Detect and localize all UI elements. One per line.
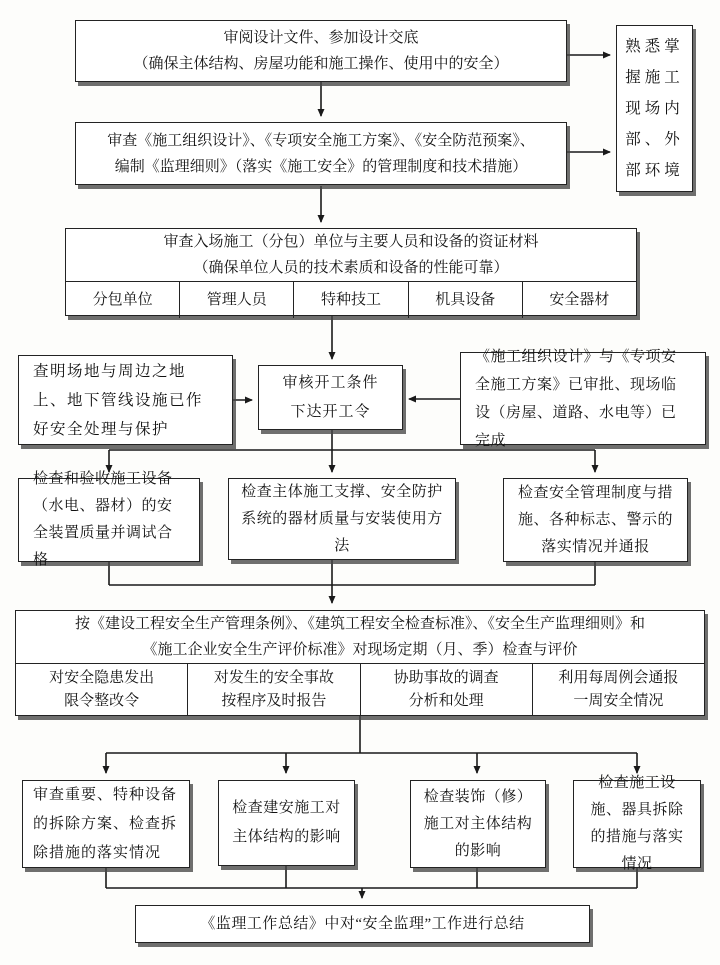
node-text: 《监理工作总结》中对“安全监理”工作进行总结 bbox=[200, 916, 525, 932]
node-text: 检查建安施工对主体结构的影响 bbox=[232, 800, 341, 845]
cell-line1: 对发生的安全事故 bbox=[213, 670, 334, 686]
node-text: 《施工组织设计》与《专项安全施工方案》已审批、现场临设（房屋、道路、水电等）已完成 bbox=[475, 348, 677, 449]
node-text: 检查安全管理制度与措施、各种标志、警示的落实情况并通报 bbox=[517, 484, 673, 555]
node-text: 检查施工设施、器具拆除的措施与落实情况 bbox=[590, 775, 684, 872]
node-text: （确保单位人员的技术素质和设备的性能可靠） bbox=[193, 260, 509, 276]
entry-cell-safety-gear: 安全器材 bbox=[522, 282, 636, 318]
node-text: 检查和验收施工设备（水电、器材）的安全装置质量并调试合格 bbox=[33, 471, 173, 568]
cell-line1: 协助事故的调查 bbox=[393, 670, 499, 686]
periodic-table-header bbox=[16, 611, 704, 663]
node-text: 检查装饰（修）施工对主体结构的影响 bbox=[423, 788, 533, 859]
node-check-decoration-impact bbox=[410, 780, 546, 868]
node-text: 熟悉掌握施工现场内部、外部环境 bbox=[625, 38, 684, 179]
cell-line2: 按程序及时报告 bbox=[221, 693, 327, 709]
node-text: 审阅设计文件、参加设计交底 bbox=[223, 30, 419, 46]
node-review-design bbox=[75, 20, 567, 82]
node-summary bbox=[135, 905, 590, 943]
node-text: 编制《监理细则》（落实《施工安全》的管理制度和技术措施） bbox=[114, 158, 528, 175]
periodic-cell-accident-investigation bbox=[360, 664, 532, 716]
periodic-table-row bbox=[16, 663, 704, 716]
node-check-construction-impact bbox=[218, 780, 355, 866]
node-check-equipment bbox=[18, 471, 200, 568]
node-text: 查明场地与周边之地上、地下管线设施已作好安全处理与保护 bbox=[33, 362, 204, 438]
node-check-support bbox=[228, 478, 456, 560]
cell-line1: 利用每周例会通报 bbox=[558, 670, 679, 686]
entry-table-header bbox=[66, 229, 636, 281]
node-review-plans bbox=[75, 122, 567, 185]
cell-line1: 对安全隐患发出 bbox=[49, 670, 155, 686]
periodic-cell-weekly-briefing bbox=[532, 664, 704, 716]
node-plans-approved bbox=[460, 348, 706, 449]
node-check-system bbox=[503, 478, 688, 562]
entry-cell-special-workers: 特种技工 bbox=[293, 282, 407, 318]
cell-line2: 分析和处理 bbox=[408, 693, 484, 709]
entry-cell-managers: 管理人员 bbox=[179, 282, 293, 318]
node-text: （确保主体结构、房屋功能和施工操作、使用中的安全） bbox=[133, 56, 509, 72]
node-text: 《施工企业安全生产评价标准》对现场定期（月、季）检查与评价 bbox=[142, 642, 578, 658]
entry-cell-subcontractor: 分包单位 bbox=[92, 291, 153, 308]
entry-table-row bbox=[66, 281, 636, 318]
entry-cell-machinery: 机具设备 bbox=[408, 282, 522, 318]
node-text: 审查入场施工（分包）单位与主要人员和设备的资证材料 bbox=[163, 234, 539, 250]
node-start-approval bbox=[258, 365, 403, 430]
node-text: 审查《施工组织设计》、《专项安全施工方案》、《安全防范预案》、 bbox=[107, 132, 535, 149]
node-review-entry-table bbox=[65, 228, 637, 316]
node-text: 审查重要、特种设备的拆除方案、检查拆除措施的落实情况 bbox=[33, 786, 178, 861]
node-periodic-check-table bbox=[15, 610, 705, 716]
node-site-pipeline bbox=[18, 355, 233, 445]
cell-line2: 一周安全情况 bbox=[573, 693, 664, 709]
periodic-cell-accident-report bbox=[187, 664, 359, 716]
node-text bbox=[272, 367, 388, 429]
periodic-cell-rectification-order bbox=[16, 664, 187, 716]
cell-line2: 限令整改令 bbox=[64, 693, 140, 709]
node-review-demolition bbox=[22, 780, 190, 868]
node-text: 按《建设工程安全生产管理条例》、《建筑工程安全检查标准》、《安全生产监理细则》和 bbox=[74, 616, 645, 632]
approval-line2: 下达开工令 bbox=[290, 403, 371, 420]
node-text: 检查主体施工支撑、安全防护系统的器材质量与安装使用方法 bbox=[241, 483, 443, 554]
approval-line1: 审核开工条件 bbox=[282, 374, 379, 391]
node-familiarize-environment bbox=[616, 25, 693, 192]
node-check-removal bbox=[573, 775, 701, 872]
